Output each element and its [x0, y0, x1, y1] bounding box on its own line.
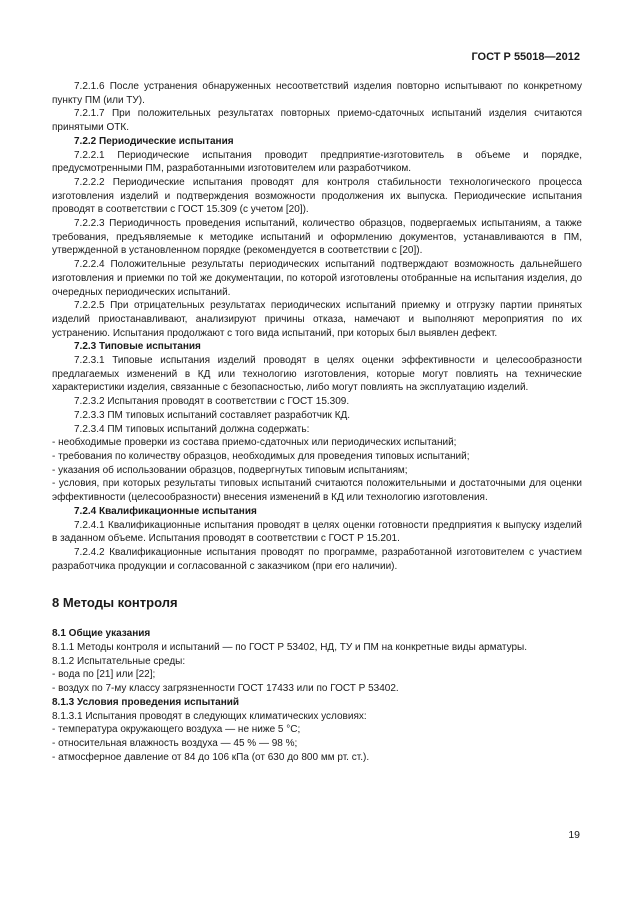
section-title: 8 Методы контроля — [52, 595, 178, 611]
paragraph: 7.2.3.2 Испытания проводят в соответствии с ГОСТ 15.309. — [74, 396, 350, 408]
page-number: 19 — [568, 829, 580, 841]
list-item: - атмосферное давление от 84 до 106 кПа (от 630 до 800 мм рт. ст.). — [52, 751, 370, 763]
list-item: - температура окружающего воздуха — не ниже 5 °С; — [52, 724, 301, 736]
paragraph: 8.1.3.1 Испытания проводят в следующих климатических условиях: — [52, 710, 367, 722]
paragraph: 7.2.2.1 Периодические испытания проводит предприятие-изготовитель в объеме и порядке, предусмотренными ПМ, разработанными изготовителем или разработчиком. — [52, 149, 582, 175]
subsection-heading: 7.2.4 Квалификационные испытания — [74, 505, 257, 517]
subsection-heading: 7.2.2 Периодические испытания — [74, 135, 234, 147]
paragraph: 7.2.2.2 Периодические испытания проводят для контроля стабильности технологического процесса изготовления изделий и подтверждения возможности продолжения их выпуска. Периодические испытания проводят в соответствии с ГОСТ 15.309 (с учетом [20]). — [52, 176, 582, 216]
paragraph: 7.2.1.7 При положительных результатах повторных приемо-сдаточных испытаний изделия считаются принятыми ОТК. — [52, 108, 582, 134]
paragraph: 8.1.2 Испытательные среды: — [52, 655, 186, 667]
paragraph: 7.2.3.1 Типовые испытания изделий проводят в целях оценки эффективности и целесообразности предлагаемых изменений в КД или технологию изготовления, которые могут повлиять на технические характеристики изделия, связанные с безопасностью, либо могут повлиять на эксплуатацию изделий. — [52, 355, 582, 394]
paragraph: 7.2.2.5 При отрицательных результатах периодических испытаний приемку и отгрузку партии принятых изделий приостанавливают, анализируют причины отказа, намечают и выполняют мероприятия по их устранению. Испытания продолжают с того вида испытаний, при которых был выявлен дефект. — [52, 300, 582, 339]
paragraph: 7.2.1.6 После устранения обнаруженных несоответствий изделия повторно испытывают по конкретному пункту ПМ (или ТУ). — [52, 81, 582, 106]
list-item: - указания об использовании образцов, подвергнутых типовым испытаниям; — [52, 464, 408, 476]
document-header: ГОСТ Р 55018—2012 — [471, 51, 580, 63]
paragraph: 7.2.2.3 Периодичность проведения испытаний, количество образцов, подвергаемых испытаниям, а также требования, предъявляемые к методике испытаний и оформлению документов, устанавливаются в ПМ, утвержденной в установленном порядке (рекомендуется в соответствии с [20]). — [52, 218, 582, 257]
subsection-heading: 8.1 Общие указания — [52, 628, 151, 640]
list-item: - вода по [21] или [22]; — [52, 669, 156, 681]
paragraph: 7.2.3.3 ПМ типовых испытаний составляет разработчик КД. — [74, 409, 351, 421]
subsection-heading: 7.2.3 Типовые испытания — [74, 341, 201, 353]
paragraph: 7.2.2.4 Положительные результаты периодических испытаний подтверждают возможность дальнейшего изготовления и приемки по той же документации, по которой изготовлены отобранные на испытания изделия, до очередных периодических испытаний. — [52, 259, 582, 298]
subsection-heading: 8.1.3 Условия проведения испытаний — [52, 696, 240, 708]
list-item: - необходимые проверки из состава приемо-сдаточных или периодических испытаний; — [52, 437, 457, 449]
list-item: - воздух по 7-му классу загрязненности ГОСТ 17433 или по ГОСТ Р 53402. — [52, 683, 399, 695]
list-item: - относительная влажность воздуха — 45 % — 98 %; — [52, 737, 298, 749]
paragraph: 7.2.3.4 ПМ типовых испытаний должна содержать: — [74, 423, 310, 435]
paragraph: 8.1.1 Методы контроля и испытаний — по ГОСТ Р 53402, НД, ТУ и ПМ на конкретные виды арматуры. — [52, 642, 528, 654]
list-item: - условия, при которых результаты типовых испытаний считаются положительными и достаточными для оценки эффективности (целесообразности) внесения изменений в КД или технологию изготовления. — [52, 478, 582, 504]
paragraph: 7.2.4.1 Квалификационные испытания проводят в целях оценки готовности предприятия к выпуску изделий в заданном объеме. Испытания проводят в соответствии с ГОСТ Р 15.201. — [52, 519, 582, 545]
list-item: - требования по количеству образцов, необходимых для проведения типовых испытаний; — [52, 450, 470, 462]
paragraph: 7.2.4.2 Квалификационные испытания проводят по программе, разработанной изготовителем с участием разработчика продукции и согласованной с заказчиком (при его наличии). — [52, 546, 582, 572]
document-body — [52, 80, 582, 764]
